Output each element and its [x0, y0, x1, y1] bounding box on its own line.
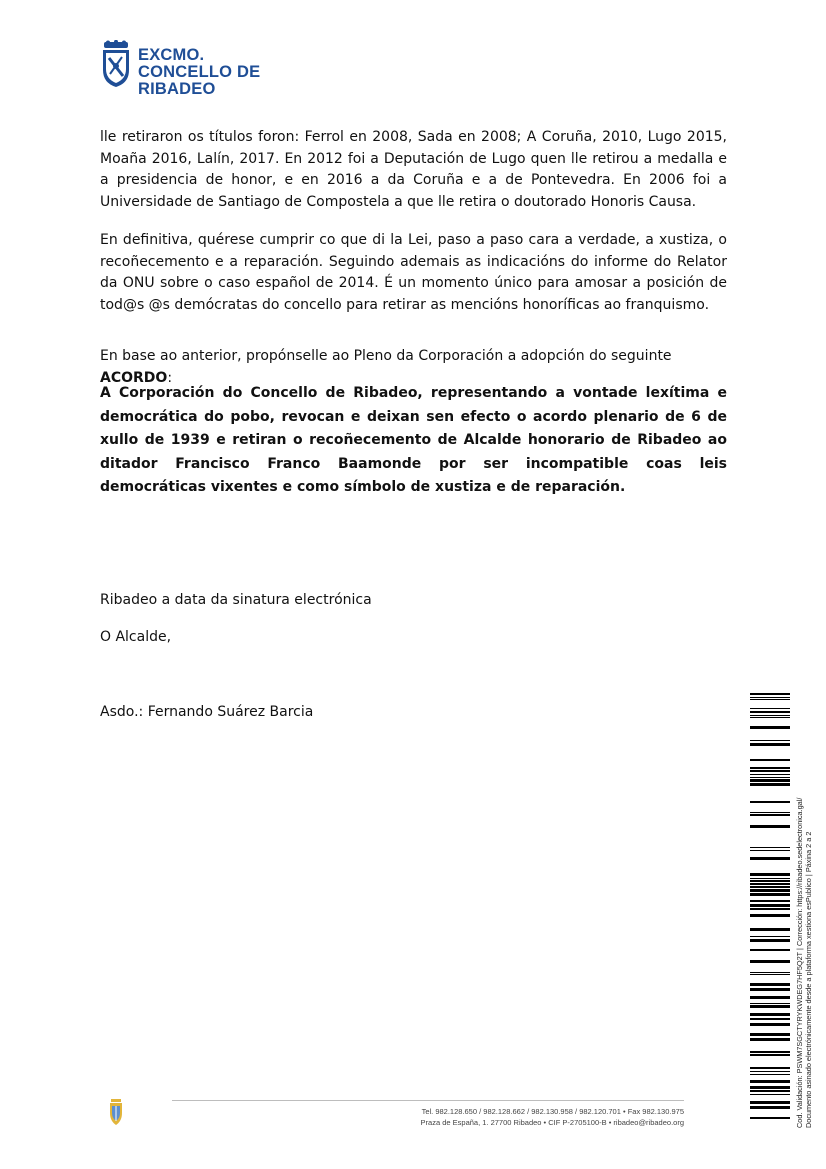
- signer-name: Asdo.: Fernando Suárez Barcia: [100, 704, 314, 720]
- validation-text: [795, 798, 813, 1128]
- validation-line-2: Documento asinado electrónicamente desde a plataforma xestiona esPublico | Páxina 2 a 2: [804, 831, 813, 1128]
- footer-contact: [421, 1106, 684, 1128]
- footer-divider: [172, 1100, 684, 1101]
- barcode-icon: [750, 693, 790, 1128]
- validation-line-1: Cod. Validación: PSWM7SGCTYRYKWDEG7HF5Q2T | Corrección: https://ribadeo.sedelectronica.gal/: [795, 797, 804, 1128]
- logo-line-2: CONCELLO DE RIBADEO: [138, 63, 261, 98]
- council-logo: [100, 40, 340, 98]
- paragraph-titles-withdrawn: lle retiraron os títulos foron: Ferrol en 2008, Sada en 2008; A Coruña, 2010, Lugo 2015, Moaña 2016, Lalín, 2017. En 2012 foi a Deputación de Lugo quen lle retirou a medalla e a presidencia de honor, e en 2016 a da Coruña e a de Pontevedra. En 2006 foi a Universidade de Santiago de Compostela a que lle retira o doutorado Honoris Causa.: [100, 129, 727, 210]
- place-date-line: Ribadeo a data da sinatura electrónica: [100, 592, 372, 608]
- footer-address: Praza de España, 1. 27700 Ribadeo • CIF P-2705100-B • ribadeo@ribadeo.org: [420, 1118, 684, 1127]
- footer-phones: Tel. 982.128.650 / 982.128.662 / 982.130.958 / 982.120.701 • Fax 982.130.975: [421, 1107, 684, 1116]
- proposal-colon: :: [167, 369, 173, 386]
- paragraph-conclusion: En definitiva, quérese cumprir co que di la Lei, paso a paso cara a verdade, a xustiza, o recoñecemento e a reparación. Seguindo ademais as indicacións do informe do Relator da ONU sobre o caso español de 2014. É un momento único para amosar a posición de tod@s @s demócratas do concello para retirar as mencións honoríficas ao franquismo.: [100, 232, 727, 313]
- logo-line-1: EXCMO.: [138, 46, 205, 64]
- crest-icon: [100, 40, 132, 88]
- footer-crest-icon: [108, 1097, 124, 1127]
- logo-text: [138, 47, 340, 98]
- signer-role: O Alcalde,: [100, 629, 172, 645]
- agreement-resolution: A Corporación do Concello de Ribadeo, representando a vontade lexítima e democrática do pobo, revocan e deixan sen efecto o acordo plenario de 6 de xullo de 1939 e retiran o recoñecemento de Alcalde honorario de Ribadeo ao ditador Francisco Franco Baamonde por ser incompatible coas leis democráticas vixentes e como símbolo de xustiza e de reparación.: [100, 385, 727, 495]
- agreement-label: ACORDO: [100, 369, 168, 386]
- proposal-text: En base ao anterior, propónselle ao Pleno da Corporación a adopción do seguinte: [100, 348, 672, 364]
